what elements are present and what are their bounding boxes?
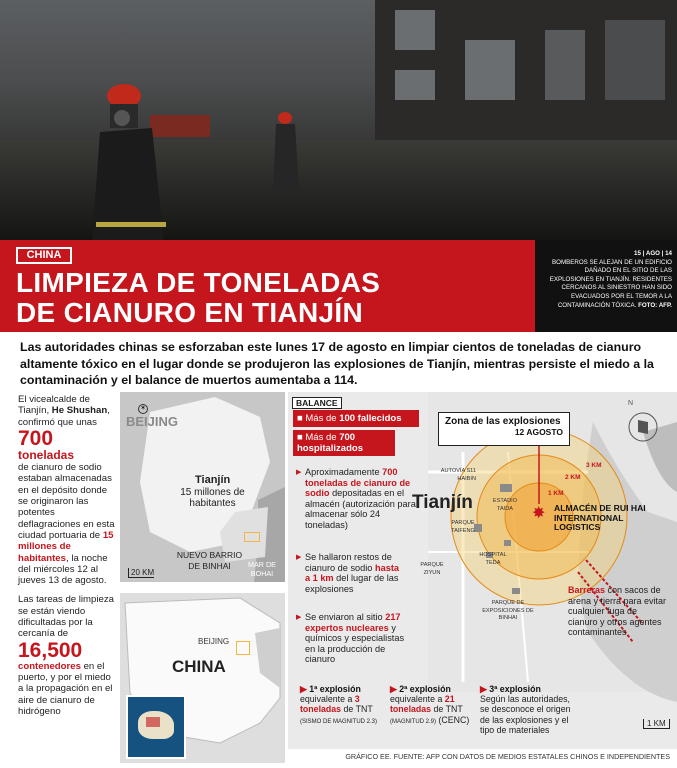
photo-caption <box>535 240 677 332</box>
dead-count-box: ■ Más de 100 fallecidos <box>293 410 419 427</box>
bullet-experts: ▶ Se enviaron al sitio 217 expertos nucleares y químicos y especialistas en la producción de cianuro <box>296 612 405 665</box>
compass-icon: N <box>628 400 634 407</box>
china-tianjin-marker <box>236 641 250 655</box>
caption-date: 15 | AGO | 14 <box>634 250 672 257</box>
zone-date: 12 AGOSTO <box>514 427 563 437</box>
ring-1km: 1 KM <box>548 490 564 497</box>
map-sea-label: MAR DE BOHAI <box>248 560 276 578</box>
containers-unit: contenedores <box>18 660 81 672</box>
section-tag: CHINA <box>16 247 72 264</box>
panel-city-label: Tianjín <box>412 492 473 513</box>
balance-title: BALANCE <box>292 397 342 409</box>
explosion-1: ▶ 1ª explosión equivalente a 3 toneladas de TNT (SISMO DE MAGNITUD 2.3) <box>300 684 378 725</box>
barriers-note: Barreras con sacos de arena y tierra para evitar cualquier fuga de cianuro y otros agentes contaminantes <box>568 585 667 638</box>
explosion-3: ▶ 3ª explosión Según las autoridades, se desconoce el origen de las explosiones y el tipo de materiales <box>480 684 571 735</box>
bullet-cyanide-amount: ▶ Aproximadamente 700 toneladas de cianuro de sodio depositadas en el almacén (autorización para almacenar sólo 24 toneladas) <box>296 467 416 530</box>
left-paragraph-2: Las tareas de limpieza se están viendo dificultadas por la cercanía de 16,500 contenedores en el puerto, y por el miedo a la propagación en el aire de cianuro de hidrógeno <box>18 594 114 717</box>
map-beijing-label: BEIJING <box>126 414 179 429</box>
warehouse-label: ALMACÉN DE RUI HAI INTERNATIONAL LOGISTICS <box>554 503 646 532</box>
population-highlight: 15 millones de habitantes <box>18 529 114 564</box>
globe-inset <box>126 695 186 759</box>
hospitalized-box: ■ Más de 700 hospitalizados <box>293 430 395 456</box>
map-scale: 20 KM <box>128 568 154 578</box>
triangle-icon: ▶ <box>296 469 302 476</box>
china-label: CHINA <box>172 657 226 676</box>
zone-title: Zona de las explosiones <box>445 416 561 427</box>
explosion-2: ▶ 2ª explosión equivalente a 21 toneladas de TNT (MAGNITUD 2.9) (CENC) <box>390 684 470 725</box>
region-map <box>120 392 285 582</box>
firefighter-figure <box>271 110 301 190</box>
footer-credit: GRÁFICO EE. FUENTE: AFP CON DATOS DE MEDIOS ESTATALES CHINOS E INDEPENDIENTES <box>345 752 670 761</box>
official-name: He Shushan <box>51 405 108 417</box>
explosion-panel <box>288 392 677 749</box>
headline <box>16 268 456 328</box>
triangle-icon: ▶ <box>296 554 302 561</box>
zone-box <box>438 412 570 446</box>
panel-scale: 1 KM <box>643 719 670 729</box>
ring-2km: 2 KM <box>565 474 581 481</box>
park-taifeng-label: PARQUE TAIFENG <box>451 520 475 534</box>
tianjin-marker <box>244 532 260 542</box>
headline-line-1: LIMPIEZA DE TONELADAS <box>16 267 381 298</box>
hospital-label: HOSPITAL TEDA <box>479 552 507 566</box>
park-expo-label: PARQUE DE EXPOSICIONES DE BINHAI <box>482 600 534 621</box>
tons-number: 700 <box>18 426 54 450</box>
firefighter-figure <box>92 82 172 242</box>
tons-unit: toneladas <box>18 447 75 462</box>
headline-line-2: DE CIANURO EN TIANJÍN <box>16 297 363 328</box>
map-district-label: NUEVO BARRIO DE BINHAI <box>176 550 243 571</box>
caption-credit: FOTO: AFP. <box>638 301 672 309</box>
bullet-cyanide-distance: ▶ Se hallaron restos de cianuro de sodio hasta a 1 km del lugar de las explosiones <box>296 552 399 594</box>
ring-3km: 3 KM <box>586 462 602 469</box>
stadium-label: ESTADIO TAIDA <box>492 498 518 512</box>
left-column <box>18 394 118 725</box>
hero-photo <box>0 0 677 242</box>
containers-number: 16,500 <box>18 638 83 662</box>
caption-text: BOMBEROS SE ALEJAN DE UN EDIFICIO DAÑADO EN EL SITIO DE LAS EXPLOSIONES EN TIANJÍN. RESIDENTES CERCANOS AL SINIESTRO HAN SIDO EVACUADOS POR EL TEMOR A LA CONTAMINACIÓN TÓXICA. <box>549 258 672 309</box>
explosion-star-icon: ✸ <box>532 505 546 522</box>
highway-label: AUTOVÍA S11 HAIBIN <box>440 468 476 482</box>
star-icon: ✶ <box>138 404 148 414</box>
damaged-building <box>375 0 677 150</box>
china-city-label: BEIJING <box>198 637 230 646</box>
park-ziyun-label: PARQUE ZIYUN <box>420 562 444 576</box>
map-population-label: 15 millones de habitantes <box>180 487 245 509</box>
triangle-icon: ▶ <box>296 614 302 621</box>
lead-paragraph: Las autoridades chinas se esforzaban este lunes 17 de agosto en limpiar cientos de toneladas de cianuro altamente tóxico en el lugar donde se produjeron las explosiones de Tianjín, mientras persiste el miedo a la contaminación y el balance de muertos aumentaba a 114. <box>20 340 654 387</box>
china-map <box>120 593 285 763</box>
map-tianjin-label: Tianjín <box>195 474 231 486</box>
left-paragraph-1: El vicealcalde de Tianjín, He Shushan, confirmó que unas 700 toneladas de cianuro de sodio estaban almacenadas en el depósito donde se originaron las potentes deflagraciones en esta ciudad portuaria de 15 millones de habitantes, la noche del miércoles 12 al jueves 13 de agosto. <box>18 394 115 587</box>
